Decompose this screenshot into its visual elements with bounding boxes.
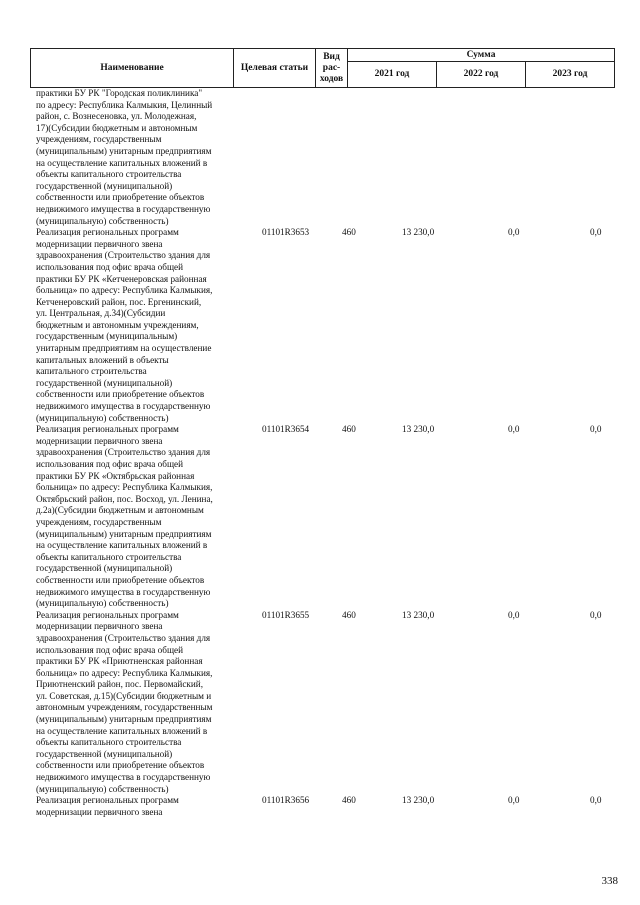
header-sum: Сумма <box>348 49 615 62</box>
row-sum-2023: 0,0 <box>590 609 602 620</box>
row-sum-2023: 0,0 <box>590 227 602 238</box>
row-code: 01101R3655 <box>262 609 310 620</box>
header-vid: Вид рас-ходов <box>316 49 348 88</box>
header-code: Целевая статьи <box>234 49 316 88</box>
row-sum-2021: 13 230,0 <box>402 795 435 806</box>
table-body <box>30 88 614 818</box>
table-row <box>30 795 614 818</box>
row-vid: 460 <box>342 424 356 435</box>
row-vid: 460 <box>342 609 356 620</box>
row-code: 01101R3654 <box>262 424 310 435</box>
row-sum-2022: 0,0 <box>508 795 520 806</box>
table-row <box>30 88 614 227</box>
page-number: 338 <box>601 875 618 887</box>
row-sum-2022: 0,0 <box>508 609 520 620</box>
header-year-2021: 2021 год <box>348 62 437 88</box>
header-year-2023: 2023 год <box>526 62 615 88</box>
row-code: 01101R3653 <box>262 227 310 238</box>
row-sum-2022: 0,0 <box>508 424 520 435</box>
row-sum-2022: 0,0 <box>508 227 520 238</box>
row-sum-2023: 0,0 <box>590 424 602 435</box>
row-sum-2021: 13 230,0 <box>402 424 435 435</box>
row-name: Реализация региональных программ модернизации первичного звена здравоохранения (Строительство здания для использования под офис врача общей практики БУ РК «Октябрьская районная больница» по адресу: Республика Калмыкия, Октябрьский район, пос. Восход, ул. Ленина, д.2а)(Субсидии бюджетным и автономным учреждениям, государственным (муниципальным) унитарным предприятиям на осуществление капитальных вложений в объекты капитального строительства государственной (муниципальной) собственности или приобретение объектов недвижимого имущества в государственную (муниципальную) собственность) <box>36 424 213 609</box>
row-vid: 460 <box>342 227 356 238</box>
table-row <box>30 424 614 610</box>
row-sum-2021: 13 230,0 <box>402 609 435 620</box>
table-row <box>30 227 614 424</box>
row-sum-2023: 0,0 <box>590 795 602 806</box>
table-header <box>30 48 615 88</box>
row-code: 01101R3656 <box>262 795 310 806</box>
row-name: практики БУ РК "Городская поликлиника" по адресу: Республика Калмыкия, Целинный район, с. Вознесеновка, ул. Молодежная, 17)(Субсидии бюджетным и автономным учреждениям, государственным (муниципальным) унитарным предприятиям на осуществление капитальных вложений в объекты капитального строительства государственной (муниципальной) собственности или приобретение объектов недвижимого имущества в государственную (муниципальную) собственность) <box>36 88 213 226</box>
row-sum-2021: 13 230,0 <box>402 227 435 238</box>
row-vid: 460 <box>342 795 356 806</box>
row-name: Реализация региональных программ модернизации первичного звена здравоохранения (Строительство здания для использования под офис врача общей практики БУ РК «Приютненская районная больница» по адресу: Республика Калмыкия, Приютненский район, пос. Первомайский, ул. Советская, д.15)(Субсидии бюджетным и автономным учреждениям, государственным (муниципальным) унитарным предприятиям на осуществление капитальных вложений в объекты капитального строительства государственной (муниципальной) собственности или приобретение объектов недвижимого имущества в государственную (муниципальную) собственность) <box>36 609 213 794</box>
header-name: Наименование <box>31 49 234 88</box>
header-year-2022: 2022 год <box>437 62 526 88</box>
row-name: Реализация региональных программ модернизации первичного звена <box>36 795 179 817</box>
row-name: Реализация региональных программ модернизации первичного звена здравоохранения (Строительство здания для использования под офис врача общей практики БУ РК «Кетченеровская районная больница» по адресу: Республика Калмыкия, Кетченеровский район, пос. Ергенинский, ул. Центральная, д.34)(Субсидии бюджетным и автономным учреждениям, государственным (муниципальным) унитарным предприятиям на осуществление капитальных вложений в объекты капитального строительства государственной (муниципальной) собственности или приобретение объектов недвижимого имущества в государственную (муниципальную) собственность) <box>36 227 213 423</box>
table-row <box>30 610 614 796</box>
